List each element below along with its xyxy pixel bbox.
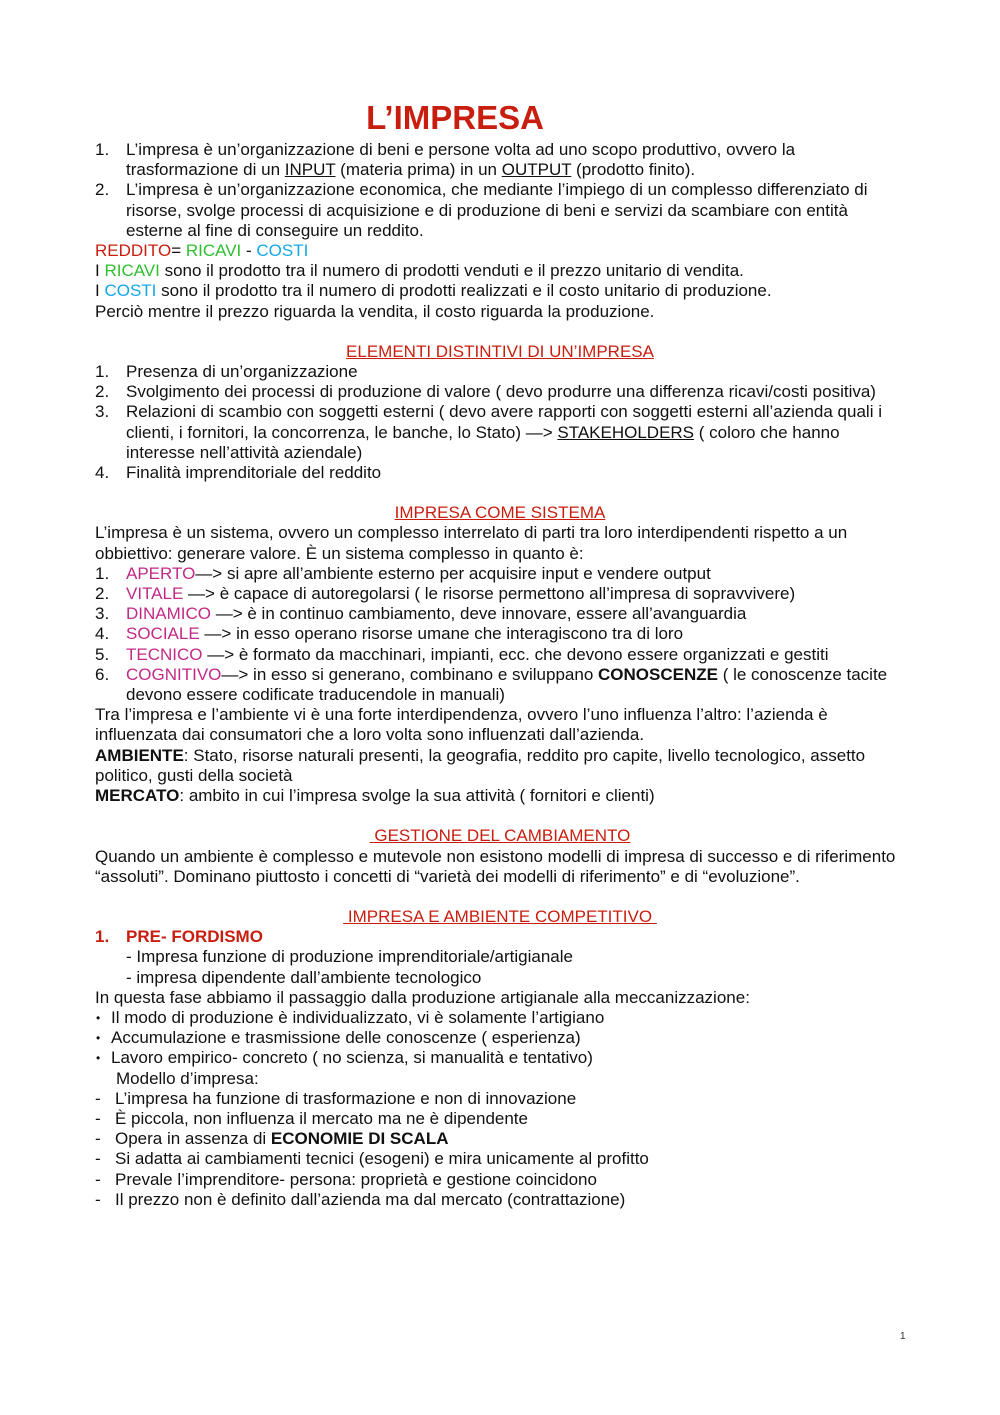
passage-paragraph: In questa fase abbiamo il passaggio dalla produzione artigianale alla meccanizzazione: (95, 987, 750, 1007)
item-number: 1. (95, 927, 110, 947)
item-number: 1. (95, 563, 110, 583)
list-item (95, 564, 905, 584)
system-trait: DINAMICO (126, 604, 211, 624)
dash-item (95, 1129, 905, 1149)
item-text: —> in esso si generano, combinano e sviluppano (221, 664, 599, 684)
economie-term: ECONOMIE DI SCALA (270, 1129, 449, 1149)
ambiente-term: AMBIENTE (95, 745, 184, 765)
cambiamento-paragraph: Quando un ambiente è complesso e mutevole non esistono modelli di impresa di successo e di riferimento “assoluti”. Dominano piuttosto i concetti di “varietà dei modelli di riferimento” e di “evoluzione”. (95, 846, 896, 886)
section-heading-elementi: ELEMENTI DISTINTIVI DI UN’IMPRESA (346, 341, 654, 361)
item-number: 5. (95, 644, 110, 664)
reddito-term: REDDITO (95, 241, 172, 261)
section-heading-competitivo: IMPRESA E AMBIENTE COMPETITIVO (343, 906, 657, 926)
list-item (95, 463, 905, 483)
dash-text: Il prezzo non è definito dall’azienda ma dal mercato (contrattazione) (115, 1189, 626, 1209)
dash-item (95, 1149, 905, 1169)
system-trait: VITALE (126, 584, 184, 604)
ricavi-definition (95, 261, 905, 281)
list-item (95, 362, 905, 382)
system-trait: SOCIALE (126, 624, 200, 644)
item-number: 1. (95, 140, 110, 159)
item-number: 2. (95, 382, 110, 402)
item-number: 4. (95, 624, 110, 644)
item-number: 1. (95, 362, 110, 382)
intro-item-1 (95, 140, 905, 180)
dash-item (95, 1170, 905, 1190)
equals-sign: = (171, 241, 186, 261)
item-number: 6. (95, 664, 110, 684)
item-text: (materia prima) in un (335, 160, 502, 180)
item-text: L’impresa è un’organizzazione economica, che mediante l’impiego di un complesso differenziato di risorse, svolge processi di acquisizione e di produzione di beni e servizi da scambiare con entità esterne al fine di conseguire un reddito. (126, 180, 868, 240)
dash-icon: - (95, 1108, 101, 1128)
bullet-text: Lavoro empirico- concreto ( no scienza, si manualità e tentativo) (111, 1048, 593, 1068)
list-item (95, 402, 905, 463)
dash-icon: - (95, 1129, 101, 1149)
bullet-text: Il modo di produzione è individualizzato, vi è solamente l’artigiano (111, 1007, 605, 1027)
dash-item (95, 1089, 905, 1109)
item-text: —> in esso operano risorse umane che interagiscono tra di loro (199, 624, 684, 644)
item-text: Finalità imprenditoriale del reddito (126, 463, 382, 483)
section-heading-cambiamento: GESTIONE DEL CAMBIAMENTO (369, 826, 631, 846)
item-number: 3. (95, 604, 110, 624)
costi-term: COSTI (256, 241, 309, 261)
item-number: 4. (95, 463, 110, 483)
text: : Stato, risorse naturali presenti, la geografia, reddito pro capite, livello tecnologico, assetto politico, gusti della società (95, 745, 866, 785)
sub-item: - impresa dipendente dall’ambiente tecnologico (126, 967, 482, 987)
dash-icon: - (95, 1169, 101, 1189)
item-text: ( le conoscenze tacite devono essere codificate traducendole in manuali) (126, 664, 888, 705)
bullet-item (95, 1008, 905, 1028)
item-text: Presenza di un’organizzazione (126, 362, 358, 382)
item-number: 2. (95, 180, 110, 200)
dash-icon: - (95, 1189, 101, 1209)
percio-paragraph: Perciò mentre il prezzo riguarda la vendita, il costo riguarda la produzione. (95, 301, 655, 321)
item-text: Relazioni di scambio con soggetti esterni ( devo avere rapporti con soggetti esterni all’azienda quali i clienti, i fornitori, la concorrenza, le banche, lo Stato) —> (126, 402, 882, 442)
dash-text: Si adatta ai cambiamenti tecnici (esogeni) e mira unicamente al profitto (115, 1149, 649, 1169)
text: sono il prodotto tra il numero di prodotti venduti e il prezzo unitario di vendita. (159, 261, 744, 281)
item-text: —> è in continuo cambiamento, deve innovare, essere all’avanguardia (211, 604, 747, 624)
item-text: (prodotto finito). (571, 160, 696, 180)
minus-sign: - (241, 241, 257, 261)
input-term: INPUT (284, 160, 336, 180)
ambiente-definition (95, 746, 905, 786)
page-title: L’IMPRESA (366, 99, 544, 136)
model-label: Modello d’impresa: (116, 1068, 259, 1088)
bullet-item (95, 1048, 905, 1068)
system-trait: TECNICO (126, 644, 203, 664)
sistema-intro: L’impresa è un sistema, ovvero un complesso interrelato di parti tra loro interdipendenti rispetto a un obbiettivo: generare valore. È un sistema complesso in quanto è: (95, 523, 848, 563)
dash-text: È piccola, non influenza il mercato ma ne è dipendente (115, 1108, 528, 1128)
mercato-term: MERCATO (95, 786, 180, 806)
intro-item-2 (95, 180, 905, 241)
interdipendenza-paragraph: Tra l’impresa e l’ambiente vi è una forte interdipendenza, ovvero l’uno influenza l’altro: l’azienda è influenzata dai consumatori che a loro volta sono influenzati dall’azienda. (95, 705, 828, 745)
dash-icon: - (95, 1088, 101, 1108)
system-trait: APERTO (126, 563, 196, 583)
costi-term: COSTI (104, 281, 157, 301)
item-text: ( coloro che hanno interesse nell’attività aziendale) (126, 422, 840, 462)
item-number: 2. (95, 584, 110, 604)
dash-text: Prevale l’imprenditore- persona: proprietà e gestione coincidono (115, 1169, 597, 1189)
item-text: —> è formato da macchinari, impianti, ecc. che devono essere organizzati e gestiti (202, 644, 829, 664)
text: I (95, 281, 105, 301)
item-text: —> è capace di autoregolarsi ( le risorse permettono all’impresa di sopravvivere) (183, 584, 796, 604)
system-trait: COGNITIVO (126, 664, 222, 684)
stakeholders-term: STAKEHOLDERS (557, 422, 695, 442)
item-text: Svolgimento dei processi di produzione di valore ( devo produrre una differenza ricavi/costi positiva) (126, 382, 876, 402)
list-item (95, 645, 905, 665)
costi-definition (95, 281, 905, 301)
ricavi-term: RICAVI (104, 261, 160, 281)
page-number: 1 (900, 1331, 906, 1342)
list-item (95, 604, 905, 624)
subsection-title (95, 927, 905, 947)
dash-text: L’impresa ha funzione di trasformazione e non di innovazione (115, 1088, 577, 1108)
dash-item (95, 1109, 905, 1129)
conoscenze-term: CONOSCENZE (598, 664, 718, 684)
bullet-icon: • (96, 1010, 101, 1025)
list-item (95, 584, 905, 604)
section-heading-sistema: IMPRESA COME SISTEMA (394, 503, 606, 523)
dash-icon: - (95, 1149, 101, 1169)
list-item (95, 624, 905, 644)
document-page (95, 96, 905, 1210)
bullet-icon: • (96, 1031, 101, 1046)
list-item (95, 382, 905, 402)
bullet-item (95, 1028, 905, 1048)
list-item (95, 665, 905, 705)
item-text: L’impresa è un’organizzazione di beni e persone volta ad uno scopo produttivo, ovvero la trasformazione di un (126, 140, 796, 180)
dash-item (95, 1190, 905, 1210)
item-text: —> si apre all’ambiente esterno per acquisire input e vendere output (195, 563, 711, 583)
dash-text: Opera in assenza di (115, 1129, 271, 1149)
bullet-text: Accumulazione e trasmissione delle conoscenze ( esperienza) (111, 1028, 581, 1048)
sub-item: - Impresa funzione di produzione imprenditoriale/artigianale (126, 947, 573, 967)
ricavi-term: RICAVI (185, 241, 242, 261)
item-number: 3. (95, 402, 110, 422)
mercato-definition (95, 786, 905, 806)
text: sono il prodotto tra il numero di prodotti realizzati e il costo unitario di produzione. (156, 281, 772, 301)
formula-line (95, 241, 905, 261)
text: I (95, 261, 105, 281)
subsection-title-text: PRE- FORDISMO (126, 927, 263, 947)
output-term: OUTPUT (501, 160, 572, 180)
bullet-icon: • (96, 1051, 101, 1066)
text: : ambito in cui l’impresa svolge la sua attività ( fornitori e clienti) (179, 786, 655, 806)
